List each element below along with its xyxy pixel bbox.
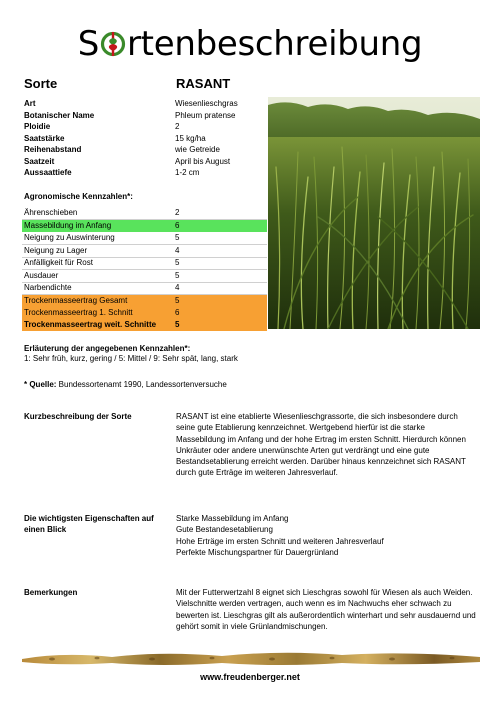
row-value: 4 (175, 245, 180, 255)
spec-value: Wiesenlieschgras (175, 99, 238, 108)
properties-list (176, 513, 476, 558)
list-item: Starke Massebildung im Anfang (176, 514, 289, 523)
row-key: Trockenmasseertrag 1. Schnitt (24, 307, 133, 317)
spec-key: Art (24, 99, 36, 108)
spec-row (24, 167, 264, 179)
row-key: Neigung zu Lager (24, 245, 88, 255)
spec-key: Aussaattiefe (24, 168, 72, 177)
grass-field-photo (268, 97, 480, 329)
title-prefix: S (77, 24, 99, 64)
seed-strip-image (22, 649, 480, 667)
source-line (24, 379, 227, 390)
source-label: * Quelle: (24, 380, 57, 389)
table-row (22, 207, 267, 220)
agronomic-heading: Agronomische Kennzahlen*: (24, 192, 133, 201)
row-value: 4 (175, 283, 180, 292)
row-key: Neigung zu Auswinterung (24, 233, 115, 242)
variety-label: Sorte (24, 76, 58, 91)
spec-value: 1-2 cm (175, 168, 200, 177)
spec-value: 15 kg/ha (175, 133, 206, 143)
spec-row (24, 156, 264, 168)
spec-value: wie Getreide (175, 145, 220, 154)
row-value: 5 (175, 320, 180, 330)
footer-url-link[interactable]: www.freudenberger.net (200, 672, 300, 682)
row-key: Anfälligkeit für Rost (24, 258, 93, 267)
table-row (22, 282, 267, 295)
spec-key: Botanischer Name (24, 110, 95, 120)
row-key: Massebildung im Anfang (24, 220, 112, 230)
row-value: 6 (175, 220, 180, 230)
seed-logo-icon (99, 30, 127, 58)
remarks-label: Bemerkungen (24, 588, 78, 597)
explanation-text: 1: Sehr früh, kurz, gering / 5: Mittel / 9: Sehr spät, lang, stark (24, 354, 238, 363)
table-row-highlight-green (22, 220, 267, 232)
row-value: 5 (175, 233, 180, 242)
table-row-highlight-orange (22, 319, 267, 331)
list-item: Hohe Erträge im ersten Schnitt und weiteren Jahresverlauf (176, 536, 384, 546)
row-key: Narbendichte (24, 283, 72, 292)
row-key: Ausdauer (24, 270, 59, 280)
source-text: Bundessortenamt 1990, Landessortenversuche (56, 380, 227, 389)
row-value: 6 (175, 307, 180, 317)
row-key: Ährenschieben (24, 208, 78, 217)
spec-key: Reihenabstand (24, 145, 82, 154)
table-row (22, 232, 267, 245)
page-title (0, 24, 500, 64)
spec-value: Phleum pratense (175, 110, 236, 120)
table-row (22, 270, 267, 283)
spec-value: April bis August (175, 156, 231, 166)
list-item: Perfekte Mischungspartner für Dauergrünland (176, 547, 339, 557)
description-text: RASANT ist eine etablierte Wiesenlieschgrassorte, die sich insbesondere durch seine gute Etablierung kennzeichnet. Wertgebend hierfür ist die starke Massebildung im Anfang und der hohe Ertrag im ersten Schnitt. Hierdurch können Unkräuter oder andere unerwünschte Arten gut verdrängt und eine gute Bestandsetablierung erreicht werden. Darüber hinaus kennzeichnet sich RASANT durch gute Erträge im weiteren Jahresverlauf. (176, 412, 466, 478)
table-row (22, 257, 267, 270)
table-row-highlight-orange (22, 307, 267, 319)
row-key: Trockenmasseertrag Gesamt (24, 295, 128, 305)
spec-row (24, 98, 264, 110)
spec-key: Saatzeit (24, 156, 55, 166)
spec-row (24, 110, 264, 122)
properties-label: Die wichtigsten Eigenschaften auf einen Blick (24, 514, 154, 535)
title-suffix: rtenbeschreibung (127, 24, 423, 64)
table-row (22, 245, 267, 258)
variety-name: RASANT (176, 76, 231, 91)
row-value: 5 (175, 258, 180, 267)
row-key: Trockenmasseertrag weit. Schnitte (24, 320, 157, 330)
row-value: 5 (175, 270, 180, 280)
description-label: Kurzbeschreibung der Sorte (24, 412, 132, 421)
spec-row (24, 121, 264, 133)
remarks-text: Mit der Futterwertzahl 8 eignet sich Lieschgras sowohl für Wiesen als auch Weiden. Vielschnitte werden vertragen, auch wenn es im Nachwuchs eher schwach zu bewerten ist. Lieschgras gilt als außerordentlich winterhart und sehr ausdauernd und gehört somit in viele Grünlandmischungen. (176, 588, 476, 631)
row-value: 5 (175, 295, 180, 305)
spec-row (24, 133, 264, 145)
explanation-heading: Erläuterung der angegebenen Kennzahlen*: (24, 344, 191, 353)
spec-key: Ploidie (24, 122, 51, 131)
table-row-highlight-orange (22, 295, 267, 307)
row-value: 2 (175, 208, 180, 217)
spec-key: Saatstärke (24, 133, 65, 143)
spec-value: 2 (175, 122, 180, 131)
list-item: Gute Bestandesetablierung (176, 525, 273, 535)
spec-row (24, 144, 264, 156)
